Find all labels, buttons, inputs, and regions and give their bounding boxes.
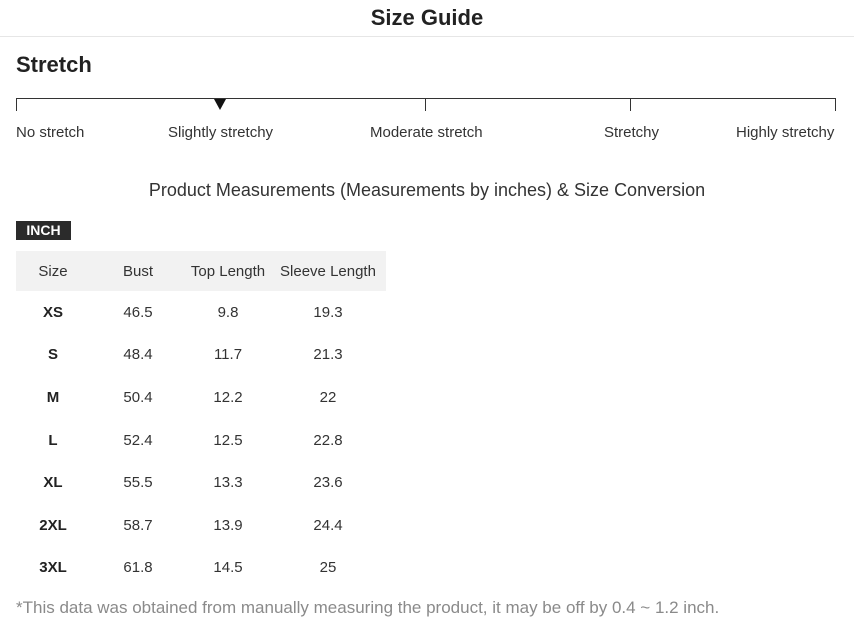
column-header-size: Size xyxy=(16,251,90,291)
bust-cell: 52.4 xyxy=(123,431,153,449)
sleeve-length-cell: 25 xyxy=(319,559,337,577)
top-length-cell: 12.5 xyxy=(213,431,243,449)
table-row xyxy=(16,334,386,377)
bust-cell: 50.4 xyxy=(123,388,153,406)
scale-tick-moderate xyxy=(425,99,426,111)
bust-cell: 48.4 xyxy=(123,346,153,364)
table-row xyxy=(16,419,386,462)
scale-tick-highly xyxy=(835,99,836,111)
sleeve-length-cell: 23.6 xyxy=(313,474,343,492)
top-length-cell: 14.5 xyxy=(213,559,243,577)
measurement-footnote: *This data was obtained from manually measuring the product, it may be off by 0.4 ~ 1.2 inch. xyxy=(16,598,720,617)
stretch-marker-icon xyxy=(214,99,226,110)
stretch-label-stretchy: Stretchy xyxy=(604,124,660,141)
header-bar xyxy=(0,0,854,37)
sleeve-length-cell: 19.3 xyxy=(313,303,343,321)
stretch-scale xyxy=(16,98,836,111)
stretch-heading: Stretch xyxy=(16,52,92,77)
stretch-label-slightly-stretchy: Slightly stretchy xyxy=(168,124,274,141)
sleeve-length-cell: 24.4 xyxy=(313,516,343,534)
size-cell: L xyxy=(48,431,58,449)
sleeve-length-cell: 22.8 xyxy=(313,431,343,449)
bust-cell: 46.5 xyxy=(123,303,153,321)
column-header-sleeve-length: Sleeve Length xyxy=(270,251,386,291)
bust-cell: 61.8 xyxy=(123,559,153,577)
size-cell: 2XL xyxy=(39,516,67,534)
column-header-top-length: Top Length xyxy=(186,251,270,291)
scale-tick-no-stretch xyxy=(16,99,17,111)
table-row xyxy=(16,547,386,590)
top-length-cell: 12.2 xyxy=(213,388,243,406)
stretch-label-highly-stretchy: Highly stretchy xyxy=(736,124,835,141)
size-cell: XS xyxy=(42,303,63,321)
table-row xyxy=(16,504,386,547)
sleeve-length-cell: 21.3 xyxy=(313,346,343,364)
page-title: Size Guide xyxy=(370,5,484,30)
table-row xyxy=(16,461,386,504)
size-cell: M xyxy=(46,388,60,406)
size-cell: XL xyxy=(43,474,63,492)
table-header-row xyxy=(16,251,386,291)
scale-tick-stretchy xyxy=(630,99,631,111)
top-length-cell: 11.7 xyxy=(213,346,243,364)
stretch-label-moderate-stretch: Moderate stretch xyxy=(370,124,483,141)
top-length-cell: 9.8 xyxy=(217,303,239,321)
sleeve-length-cell: 22 xyxy=(319,388,337,406)
bust-cell: 55.5 xyxy=(123,474,153,492)
size-cell: S xyxy=(47,346,58,364)
column-header-bust: Bust xyxy=(90,251,186,291)
size-table xyxy=(16,251,386,589)
bust-cell: 58.7 xyxy=(123,516,153,534)
measurements-subtitle: Product Measurements (Measurements by inches) & Size Conversion xyxy=(148,180,706,200)
size-cell: 3XL xyxy=(39,559,67,577)
unit-tab-inch[interactable]: INCH xyxy=(16,221,71,240)
table-row xyxy=(16,291,386,334)
top-length-cell: 13.9 xyxy=(213,516,243,534)
stretch-label-no-stretch: No stretch xyxy=(16,124,85,141)
table-row xyxy=(16,376,386,419)
top-length-cell: 13.3 xyxy=(213,474,243,492)
